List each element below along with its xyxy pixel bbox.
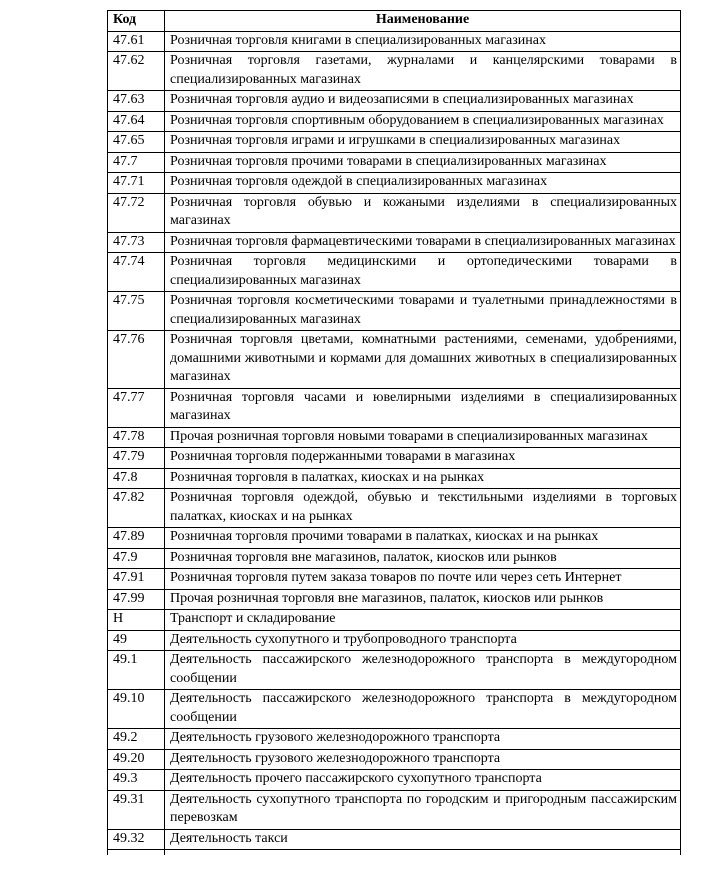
name-cell: Деятельность грузового железнодорожного транспорта (165, 749, 681, 770)
name-cell: Прочая розничная торговля вне магазинов, палаток, киосков или рынков (165, 589, 681, 610)
table-row (108, 448, 681, 469)
table-row (108, 193, 681, 232)
code-cell: 47.76 (108, 331, 165, 389)
table-row (108, 111, 681, 132)
table-row (108, 690, 681, 729)
table-row (108, 388, 681, 427)
table-row (108, 52, 681, 91)
table-row (108, 331, 681, 389)
table-row (108, 569, 681, 590)
code-cell: 47.63 (108, 91, 165, 112)
code-cell: 47.8 (108, 468, 165, 489)
name-cell: Розничная торговля цветами, комнатными растениями, семенами, удобрениями, домашними животными и кормами для домашних животных в специализированных магазинах (165, 331, 681, 389)
table-row (108, 132, 681, 153)
table-row (108, 770, 681, 791)
code-cell: 47.73 (108, 232, 165, 253)
name-cell: Деятельность грузового железнодорожного транспорта (165, 729, 681, 750)
name-cell: Деятельность сухопутного и трубопроводного транспорта (165, 630, 681, 651)
name-cell: Розничная торговля косметическими товарами и туалетными принадлежностями в специализированных магазинах (165, 292, 681, 331)
code-cell: 47.9 (108, 548, 165, 569)
code-cell: 49.20 (108, 749, 165, 770)
table-row (108, 489, 681, 528)
name-cell: Розничная торговля вне магазинов, палаток, киосков или рынков (165, 548, 681, 569)
table-row (108, 468, 681, 489)
name-cell: Розничная торговля часами и ювелирными изделиями в специализированных магазинах (165, 388, 681, 427)
code-cell: 47.62 (108, 52, 165, 91)
name-cell: Розничная торговля подержанными товарами в магазинах (165, 448, 681, 469)
code-cell: 49 (108, 630, 165, 651)
table-row (108, 232, 681, 253)
code-cell: 47.82 (108, 489, 165, 528)
name-cell: Розничная торговля книгами в специализированных магазинах (165, 31, 681, 52)
table-row (108, 729, 681, 750)
table-row (108, 292, 681, 331)
table-row (108, 630, 681, 651)
code-cell: 47.99 (108, 589, 165, 610)
code-cell: 47.77 (108, 388, 165, 427)
code-cell: 47.79 (108, 448, 165, 469)
code-cell: 49.3 (108, 770, 165, 791)
name-cell: Розничная торговля одеждой, обувью и текстильными изделиями в торговых палатках, киосках и на рынках (165, 489, 681, 528)
table-row (108, 829, 681, 850)
code-cell: 47.91 (108, 569, 165, 590)
table-row (108, 253, 681, 292)
table-row (108, 91, 681, 112)
activity-codes-table (107, 10, 681, 855)
name-cell: Розничная торговля газетами, журналами и канцелярскими товарами в специализированных магазинах (165, 52, 681, 91)
table-row (108, 651, 681, 690)
code-cell: 49.2 (108, 729, 165, 750)
code-cell: 47.72 (108, 193, 165, 232)
code-cell: 47.75 (108, 292, 165, 331)
code-cell: 47.74 (108, 253, 165, 292)
name-cell: Деятельность пассажирского железнодорожного транспорта в междугородном сообщении (165, 651, 681, 690)
name-cell: Розничная торговля играми и игрушками в специализированных магазинах (165, 132, 681, 153)
code-cell: 47.61 (108, 31, 165, 52)
name-cell: Розничная торговля прочими товарами в специализированных магазинах (165, 152, 681, 173)
table-row (108, 528, 681, 549)
header-cell-name: Наименование (165, 11, 681, 32)
code-cell: 47.78 (108, 427, 165, 448)
name-cell: Деятельность сухопутного транспорта по городским и пригородным пассажирским перевозкам (165, 790, 681, 829)
table-row (108, 749, 681, 770)
cut-off-name-cell (165, 850, 681, 855)
cut-off-continuation-row (108, 850, 681, 855)
name-cell: Розничная торговля обувью и кожаными изделиями в специализированных магазинах (165, 193, 681, 232)
table-body (108, 31, 681, 850)
table-row (108, 610, 681, 631)
name-cell: Деятельность прочего пассажирского сухопутного транспорта (165, 770, 681, 791)
name-cell: Розничная торговля путем заказа товаров по почте или через сеть Интернет (165, 569, 681, 590)
code-cell: 47.71 (108, 173, 165, 194)
name-cell: Транспорт и складирование (165, 610, 681, 631)
name-cell: Розничная торговля спортивным оборудованием в специализированных магазинах (165, 111, 681, 132)
code-cell: 49.10 (108, 690, 165, 729)
name-cell: Розничная торговля аудио и видеозаписями в специализированных магазинах (165, 91, 681, 112)
code-cell: 49.31 (108, 790, 165, 829)
name-cell: Прочая розничная торговля новыми товарами в специализированных магазинах (165, 427, 681, 448)
table-row (108, 427, 681, 448)
name-cell: Розничная торговля одеждой в специализированных магазинах (165, 173, 681, 194)
table-header-row (108, 11, 681, 32)
code-cell: 47.65 (108, 132, 165, 153)
code-cell: 47.7 (108, 152, 165, 173)
header-cell-code: Код (108, 11, 165, 32)
name-cell: Деятельность пассажирского железнодорожного транспорта в междугородном сообщении (165, 690, 681, 729)
table-row (108, 589, 681, 610)
name-cell: Розничная торговля медицинскими и ортопедическими товарами в специализированных магазинах (165, 253, 681, 292)
table-row (108, 173, 681, 194)
code-cell: 47.89 (108, 528, 165, 549)
document-page (107, 10, 681, 855)
code-cell: 47.64 (108, 111, 165, 132)
table-row (108, 548, 681, 569)
table-row (108, 790, 681, 829)
code-cell: 49.32 (108, 829, 165, 850)
name-cell: Деятельность такси (165, 829, 681, 850)
code-cell: Н (108, 610, 165, 631)
name-cell: Розничная торговля в палатках, киосках и на рынках (165, 468, 681, 489)
name-cell: Розничная торговля фармацевтическими товарами в специализированных магазинах (165, 232, 681, 253)
cut-off-code-cell (108, 850, 165, 855)
table-row (108, 152, 681, 173)
table-row (108, 31, 681, 52)
name-cell: Розничная торговля прочими товарами в палатках, киосках и на рынках (165, 528, 681, 549)
code-cell: 49.1 (108, 651, 165, 690)
